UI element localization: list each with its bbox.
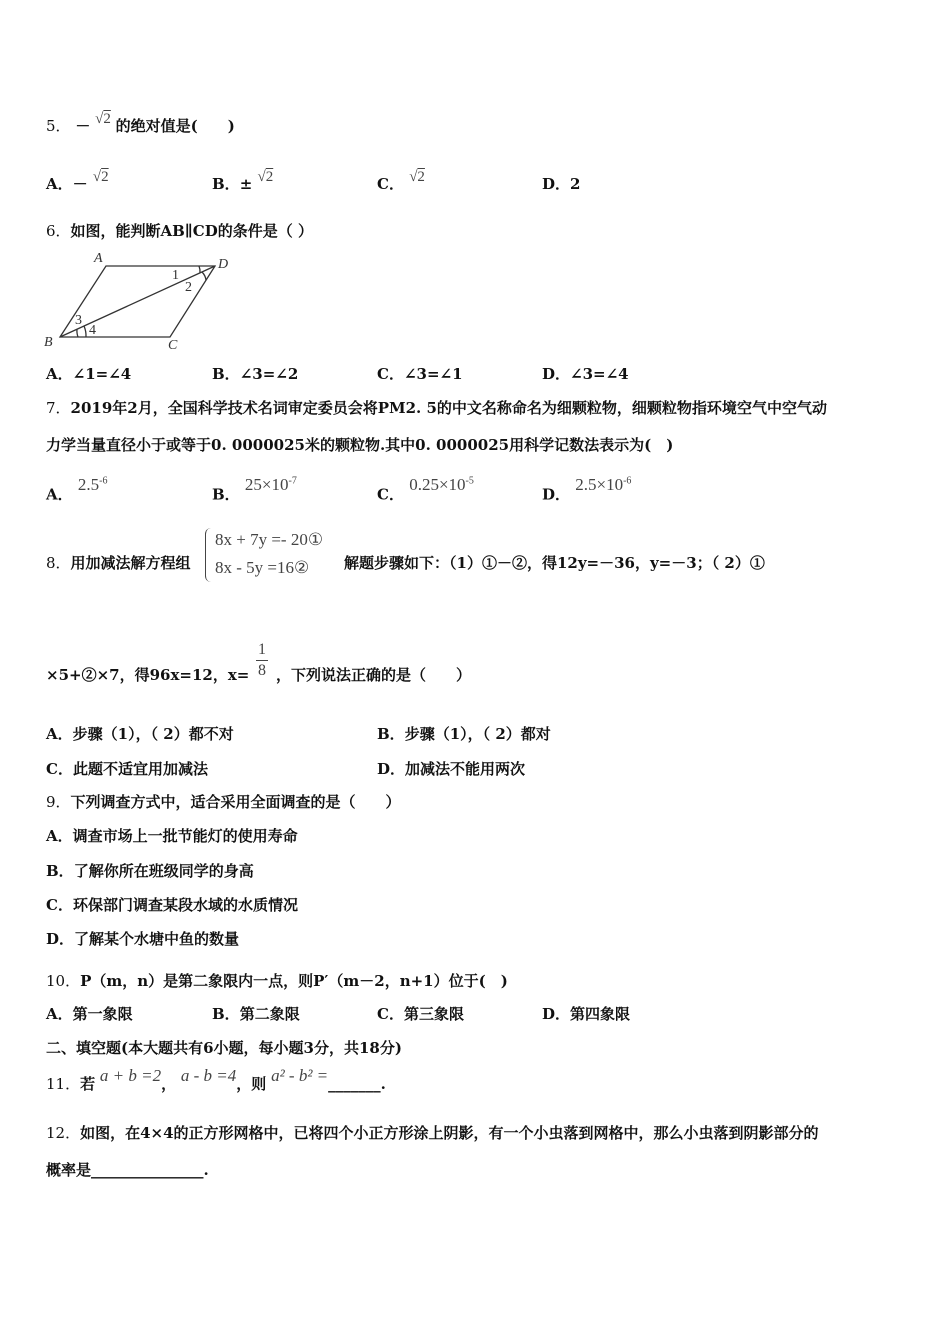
q7-option-c[interactable]: C． $0.25\times 10^{-5}$ xyxy=(377,474,474,504)
brace-icon xyxy=(205,528,214,582)
q5-option-d[interactable]: D．2 xyxy=(542,175,581,193)
q7-line2: 力学当量直径小于或等于0. 0000025米的颗粒物.其中0. 0000025用科学记数法表示为( ) xyxy=(46,436,674,454)
q10-option-c[interactable]: C．第三象限 xyxy=(377,1005,464,1023)
label-d: D xyxy=(218,257,229,272)
q6-option-c[interactable]: C．∠3=∠1 xyxy=(377,365,463,383)
q8-option-d[interactable]: D．加减法不能用两次 xyxy=(377,760,526,778)
angle1-arc xyxy=(199,266,200,273)
sqrt2-symbol: √2 xyxy=(95,111,111,127)
q12-line2: 概率是_______________. xyxy=(46,1161,209,1179)
q10-option-b[interactable]: B．第二象限 xyxy=(212,1005,300,1023)
equation-1: 8x + 7y =- 20① xyxy=(215,530,324,549)
q8-option-a[interactable]: A．步骤（1），（ 2）都不对 xyxy=(46,725,234,743)
q6-option-a[interactable]: A．∠1=∠4 xyxy=(46,365,132,383)
angle4-arc xyxy=(84,326,86,337)
angle3-arc xyxy=(77,329,78,337)
q6-stem: 6．如图，能判断AB∥CD的条件是（ ） xyxy=(46,222,313,240)
angle2-arc xyxy=(202,272,206,280)
sqrt2-symbol: √2 xyxy=(92,169,109,185)
label-angle4: 4 xyxy=(89,323,96,338)
q12-line1: 12．如图，在4×4的正方形网格中，已将四个小正方形涂上阴影，有一个小虫落到网格中，那么小虫落到阴影部分的 xyxy=(46,1124,819,1142)
q7-option-b[interactable]: B． $25\times 10^{-7}$ xyxy=(212,474,297,504)
q8-stem-a: 8．用加减法解方程组 xyxy=(46,554,191,572)
q8-line2: ×5+②×7，得96x=12，x= xyxy=(46,666,250,684)
q6-option-d[interactable]: D．∠3=∠4 xyxy=(542,365,629,383)
q5-option-a[interactable]: A．－ √2 xyxy=(46,169,109,193)
q7-option-d[interactable]: D． $2.5\times 10^{-6}$ xyxy=(542,474,632,504)
sqrt2-symbol: √2 xyxy=(409,169,425,185)
label-b: B xyxy=(44,335,53,350)
label-angle2: 2 xyxy=(185,280,192,295)
label-angle1: 1 xyxy=(172,268,179,283)
section-title: 二、填空题(本大题共有6小题，每小题3分，共18分) xyxy=(46,1039,402,1057)
label-a: A xyxy=(94,251,103,266)
q11-stem: 11．若 a + b =2， a - b =4，则 a² - b² =_______. xyxy=(46,1066,386,1093)
q7-line1: 7．2019年2月，全国科学技术名词审定委员会将PM2. 5的中文名称命名为细颗粒物，细颗粒物指环境空气中空气动 xyxy=(46,399,827,417)
q6-option-b[interactable]: B．∠3=∠2 xyxy=(212,365,299,383)
q5-option-b[interactable]: B．± √2 xyxy=(212,169,274,193)
q9-option-a[interactable]: A．调查市场上一批节能灯的使用寿命 xyxy=(46,827,298,845)
q5-option-c[interactable]: C． √2 xyxy=(377,169,425,193)
q9-option-b[interactable]: B．了解你所在班级同学的身高 xyxy=(46,862,254,880)
q8-option-c[interactable]: C．此题不适宜用加减法 xyxy=(46,760,208,778)
q9-option-d[interactable]: D．了解某个水塘中鱼的数量 xyxy=(46,930,240,948)
q7-option-a[interactable]: A． $2.5^{-6}$ xyxy=(46,474,108,504)
parallelogram-figure xyxy=(42,248,242,354)
label-angle3: 3 xyxy=(75,313,82,328)
q8-line2-b: ，下列说法正确的是（ ） xyxy=(276,666,472,684)
equation-system xyxy=(215,526,323,582)
q5-stem: 5． － √2 的绝对值是( ) xyxy=(46,111,235,135)
equation-2: 8x - 5y =16② xyxy=(215,558,310,577)
sqrt2-symbol: √2 xyxy=(257,169,274,185)
q9-stem: 9．下列调查方式中，适合采用全面调查的是（ ） xyxy=(46,793,401,811)
q8-option-b[interactable]: B．步骤（1），（ 2）都对 xyxy=(377,725,551,743)
q10-option-d[interactable]: D．第四象限 xyxy=(542,1005,631,1023)
label-c: C xyxy=(168,338,178,353)
q10-stem: 10．P（m，n）是第二象限内一点，则P′（m－2，n+1）位于( ) xyxy=(46,972,508,990)
q9-option-c[interactable]: C．环保部门调查某段水域的水质情况 xyxy=(46,896,298,914)
q8-stem-b: 解题步骤如下：（1）①－②，得12y=－36，y=－3；（ 2）① xyxy=(344,554,765,572)
q10-option-a[interactable]: A．第一象限 xyxy=(46,1005,133,1023)
fraction-one-eighth: $\frac{1}{8}$ xyxy=(258,641,266,679)
